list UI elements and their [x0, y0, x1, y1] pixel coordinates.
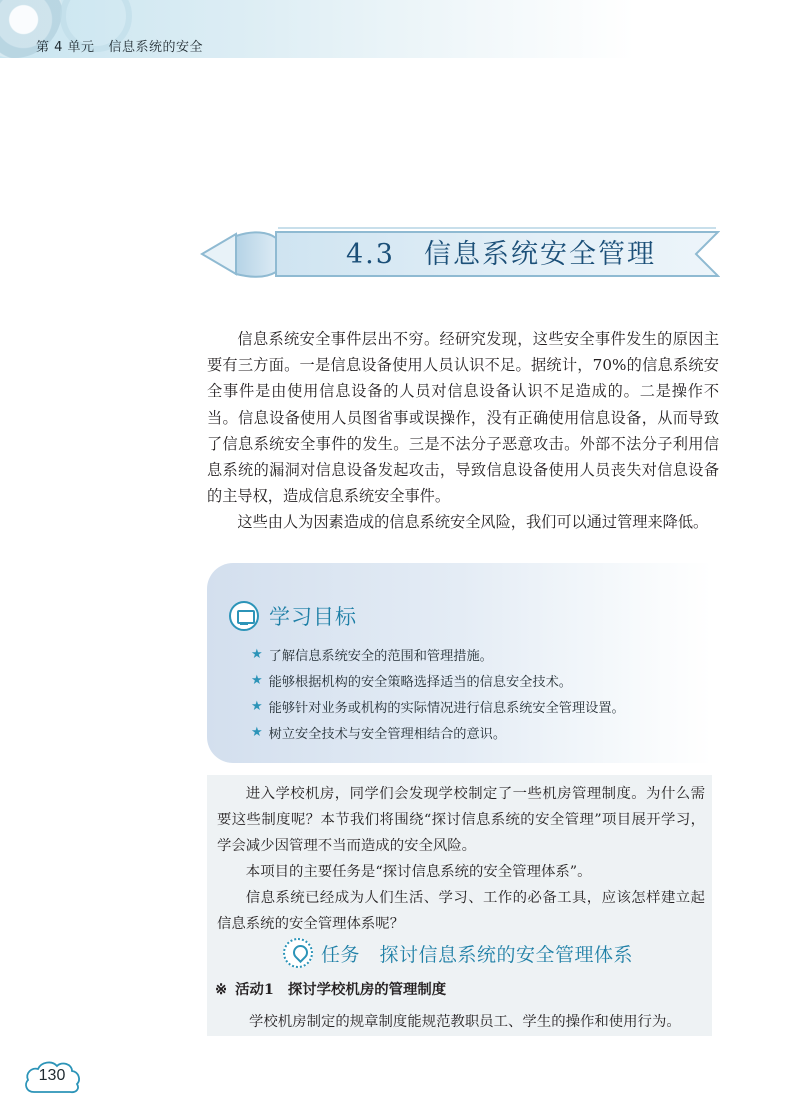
lead-in-paragraph: 本项目的主要任务是“探讨信息系统的安全管理体系”。: [245, 864, 592, 880]
header-unit: 第 4 单元: [36, 40, 95, 55]
running-header: [0, 0, 793, 58]
goal-text: 能够根据机构的安全策略选择适当的信息安全技术。: [268, 674, 572, 690]
star-icon: ★: [251, 698, 263, 714]
learning-goals-box: [207, 563, 712, 763]
list-item: [251, 719, 625, 745]
activity-label: 活动1: [235, 981, 274, 998]
page-number: [22, 1058, 82, 1096]
section-title: 4.3 信息系统安全管理: [346, 239, 656, 270]
activity-mark: ※: [215, 981, 228, 998]
intro-text: [207, 326, 719, 536]
location-pin-icon: [283, 938, 313, 968]
lead-in-paragraph: 信息系统已经成为人们生活、学习、工作的必备工具，应该怎样建立起信息系统的安全管理体系呢？: [217, 890, 705, 932]
goal-text: 能够针对业务或机构的实际情况进行信息系统安全管理设置。: [268, 700, 625, 716]
task-title: 任务 探讨信息系统的安全管理体系: [321, 943, 634, 966]
activity-panel: [207, 775, 712, 1036]
lead-in-text: [217, 781, 705, 937]
activity-name: 探讨学校机房的管理制度: [287, 981, 447, 998]
star-icon: ★: [251, 724, 263, 740]
list-item: [251, 693, 625, 719]
list-item: [251, 667, 625, 693]
learning-goals-title: 学习目标: [269, 605, 357, 629]
task-heading: [283, 937, 633, 969]
list-item: [251, 641, 625, 667]
activity-heading: [215, 978, 446, 999]
header-text: [36, 36, 203, 55]
header-unit-title: 信息系统的安全: [108, 40, 204, 55]
lead-in-paragraph: 进入学校机房，同学们会发现学校制定了一些机房管理制度。为什么需要这些制度呢？本节我们将围绕“探讨信息系统的安全管理”项目展开学习，学会减少因管理不当而造成的安全风险。: [217, 786, 705, 854]
page-number-text: 130: [38, 1067, 66, 1084]
intro-paragraph: 这些由人为因素造成的信息系统安全风险，我们可以通过管理来降低。: [237, 513, 709, 532]
monitor-icon: [229, 601, 259, 631]
goal-text: 树立安全技术与安全管理相结合的意识。: [268, 726, 507, 742]
goal-text: 了解信息系统安全的范围和管理措施。: [268, 648, 493, 664]
star-icon: ★: [251, 646, 263, 662]
star-icon: ★: [251, 672, 263, 688]
activity-text: 学校机房制定的规章制度能规范教职员工、学生的操作和使用行为。: [249, 1014, 681, 1030]
intro-paragraph: 信息系统安全事件层出不穷。经研究发现，这些安全事件发生的原因主要有三方面。一是信息设备使用人员认识不足。据统计，70%的信息系统安全事件是由使用信息设备的人员对信息设备认识不足造成的。二是操作不当。信息设备使用人员图省事或误操作，没有正确使用信息设备，从而导致了信息系统安全事件的发生。三是不法分子恶意攻击。外部不法分子利用信息系统的漏洞对信息设备发起攻击，导致信息设备使用人员丧失对信息设备的主导权，造成信息系统安全事件。: [207, 330, 719, 506]
learning-goals-list: [251, 641, 625, 745]
section-banner: [196, 222, 720, 286]
learning-goals-heading: [229, 599, 357, 633]
